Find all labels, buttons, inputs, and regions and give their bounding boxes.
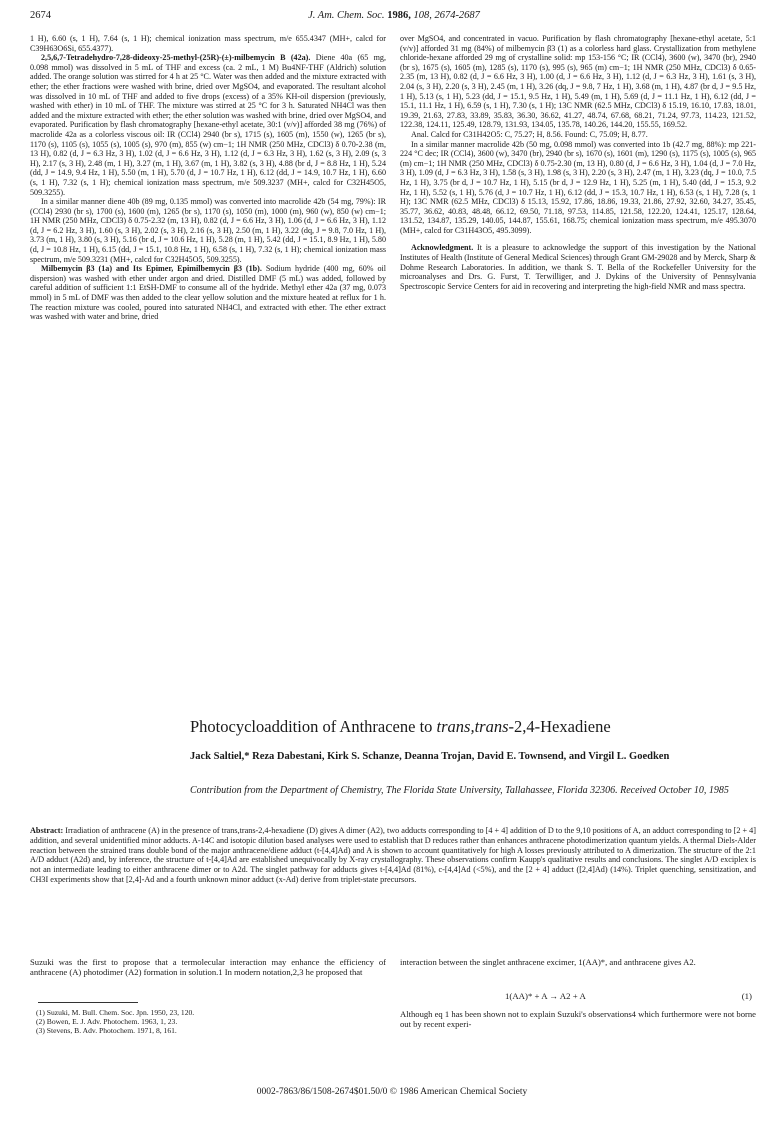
paragraph: Anal. Calcd for C31H42O5: C, 75.27; H, 8.56. Found: C, 75.09; H, 8.77.	[411, 129, 648, 139]
paragraph: 2,5,6,7-Tetradehydro-7,28-dideoxy-25-methyl-(25R)-(±)-milbemycin B (42a). Diene 40a (65 mg, 0.098 mmol) was dissolved in 5 mL of THF and excess (ca. 2 mL, 1 M) Bu4NF-THF (Aldrich) solution added. The orange solution was stirred for 4 h at 25 °C. Water was then added and the mixture extracted with ether; the ether fractions were washed with brine, dried over MgSO4, and evaporated. The resultant alcohol was dissolved in 10 mL of THF and added to five drops (excess) of a 35% KH-oil dispersion (previously, washed with ether) in 10 mL of THF. The mixture was stirred at 25 °C for 3 h. Saturated NH4Cl was then added and the mixture extracted with ether; the ether solution was washed with brine, dried over MgSO4, and evaporated. Purification by flash chromatography [hexane-ethyl acetate, 30:1 (v/v)] afforded 38 mg (76%) of macrolide 42a as a colorless viscous oil: IR (CCl4) 2940 (br s), 1715 (s), 1605 (m), 1550 (w), 1265 (br s), 1170 (s), 1105 (s), 1055 (s), 1005 (s), 970 (m), 855 (w) cm−1; 1H NMR (250 MHz, CDCl3) δ 0.70-2.38 (m, 13 H), 0.82 (d, J = 6.3 Hz, 3 H), 1.02 (d, J = 6.6 Hz, 3 H), 1.12 (d, J = 6.3 Hz, 3 H), 1.62 (s, 3 H), 2.09 (s, 3 H), 2.17 (s, 3 H), 2.48 (m, 1 H), 3.27 (m, 1 H), 3.67 (m, 1 H), 3.82 (s, 3 H), 4.88 (br d, J = 8.8 Hz, 1 H), 5.24 (dd, J = 14.9, 9.4 Hz, 1 H), 5.50 (m, 1 H), 5.70 (d, J = 10.7 Hz, 1 H), 6.12 (dd, J = 14.9, 10.7 Hz, 1 H), 6.60 (s, 1 H), 7.32 (s, 1 H); chemical ionization mass spectrum, m/e 509.3237 (MH+, calcd for C32H45O5, 509.3255).	[30, 53, 386, 197]
paragraph: Milbemycin β3 (1a) and Its Epimer, Epimilbemycin β3 (1b). Sodium hydride (400 mg, 60% oil dispersion) was washed with ether under argon and dried. Distilled DMF (5 mL) was added, followed by careful addition of sufficient 1:1 EtSH-DMF to consume all of the hydride. Methyl ether 42a (37 mg, 0.073 mmol) in 5 mL of DMF was then added to the clear yellow solution and the mixture heated at reflux for 1 h. The reaction mixture was cooled, poured into saturated NH4Cl, and extracted with ether. The ether extract was washed with water and brine, dried	[30, 264, 386, 322]
paragraph: over MgSO4, and concentrated in vacuo. Purification by flash chromatography [hexane-ethyl acetate, 5:1 (v/v)] afforded 31 mg (84%) of milbemycin β3 (1) as a colorless hard glass. Crystallization from methylene chloride-hexane afforded 29 mg of crystalline solid: mp 153-156 °C; IR (CCl4), 3600 (w), 3470 (br), 2940 (br s), 1675 (s), 1605 (m), 1285 (s), 1170 (s), 995 (s), 965 (m) cm−1; 1H NMR (250 MHz, CDCl3) δ 0.65-2.35 (m, 13 H), 0.82 (d, J = 6.6 Hz, 3 H), 1.00 (d, J = 6.6 Hz, 3 H), 1.12 (d, J = 6.3 Hz, 3 H), 1.61 (s, 3 H), 2.04 (s, 3 H), 2.20 (s, 3 H), 2.45 (m, 1 H), 3.26 (dq, J = 9.8, 7 Hz, 1 H), 3.68 (m, 1 H), 4.87 (br d, J = 9.5 Hz, 1 H), 5.13 (s, 1 H), 5.23 (dd, J = 15.1, 9.5 Hz, 1 H), 5.49 (m, 1 H), 5.69 (d, J = 11.1 Hz, 1 H), 6.12 (dd, J = 15.1, 11.1 Hz, 1 H), 6.59 (s, 1 H), 7.30 (s, 1 H); 13C NMR (62.5 MHz, CDCl3) δ 15.19, 16.10, 17.83, 18.01, 19.39, 21.63, 27.83, 33.89, 35.83, 36.30, 36.62, 41.27, 48.74, 67.68, 68.21, 71.24, 97.73, 114.23, 121.52, 122.38, 124.11, 125.49, 128.79, 131.93, 134.05, 135.78, 140.26, 144.20, 155.55, 169.52.	[400, 34, 756, 130]
page-number: 2674	[30, 10, 51, 21]
body-text-right-bottom: Although eq 1 has been shown not to explain Suzuki's observations4 which furthermore were not borne out by recent experi-	[400, 1009, 756, 1030]
footnote: (2) Bowen, E. J. Adv. Photochem. 1963, 1, 23.	[36, 1017, 178, 1026]
paragraph: 1 H), 6.60 (s, 1 H), 7.64 (s, 1 H); chemical ionization mass spectrum, m/e 655.4347 (MH+, calcd for C39H63O6Si, 655.4377).	[30, 34, 386, 53]
paragraph: In a similar manner macrolide 42b (50 mg, 0.098 mmol) was converted into 1b (42.7 mg, 88%): mp 221-224 °C dec; IR (CCl4), 3600 (w), 3470 (br), 2940 (br s), 1670 (s), 1601 (m), 1290 (s), 1175 (s), 1005 (s), 965 (m) cm−1; 1H NMR (250 MHz, CDCl3) δ 0.75-2.30 (m, 13 H), 0.80 (d, J = 6.6 Hz, 3 H), 1.04 (d, J = 7.0 Hz, 3 H), 1.09 (d, J = 6.3 Hz, 3 H), 1.58 (s, 3 H), 1.98 (s, 3 H), 2.20 (s, 3 H), 2.47 (m, 1 H), 3.23 (dq, J = 10.0, 7.5 Hz, 1 H), 3.75 (br d, J = 10.7 Hz, 1 H), 5.15 (br d, J = 12.9 Hz, 1 H), 5.25 (m, 1 H), 5.40 (dd, J = 15.3, 9.2 Hz, 1 H), 5.52 (s, 1 H), 5.76 (d, J = 10.7 Hz, 1 H), 6.12 (dd, J = 15.3, 10.7 Hz, 1 H), 6.53 (s, 1 H), 7.28 (s, 1 H); 13C NMR (62.5 MHz, CDCl3) δ 15.13, 15.92, 17.86, 18.86, 19.33, 21.86, 27.92, 32.60, 34.27, 35.45, 35.77, 36.62, 40.83, 48.48, 66.12, 69.50, 71.18, 97.53, 114.85, 121.58, 122.20, 124.41, 125.17, 128.64, 131.52, 134.87, 135.29, 140.05, 144.87, 155.61, 168.75; chemical ionization mass spectrum, m/e 495.3070 (MH+, calcd for C31H43O5, 495.3099).	[400, 139, 756, 235]
abstract-label: Abstract:	[30, 826, 64, 835]
footnote: (3) Stevens, B. Adv. Photochem. 1971, 8, 161.	[36, 1026, 177, 1035]
affiliation: Contribution from the Department of Chemistry, The Florida State University, Tallahassee, Florida 32306. Received October 10, 1985	[190, 785, 729, 796]
footnote: (1) Suzuki, M. Bull. Chem. Soc. Jpn. 1950, 23, 120.	[36, 1008, 195, 1017]
footnotes	[36, 1008, 386, 1035]
section-heading: Acknowledgment.	[411, 243, 474, 253]
abstract: Abstract: Irradiation of anthracene (A) in the presence of trans,trans-2,4-hexadiene (D) gives A dimer (A2), two adducts corresponding to [4 + 4] addition of D to the 9,10 positions of A, an adduct corresponding to [2 + 4] addition, and several unidentified minor adducts. A-14C and isotopic dilution based analyses were used to establish that D reduces rather than enhances anthracene photodimerization quantum yields. A thermal Diels-Alder reaction between the strained trans double bond of the major anthracene/diene adduct (t-[4,4]Ad) and A is shown to account quantitatively for high A losses previously attributed to A dimerization. The structure of the 2:1 A/D adduct (A2d) and, by inference, the structure of t-[4,4]Ad are established unequivocally by X-ray crystallography. These observations confirm Kaupp's qualitative results and conclusions. The singlet A/D exciplex is not an intermediate leading to either anthracene dimer or to A2d. The singlet pathway for adducts gives t-[4,4]Ad (81%), c-[4,4]Ad (<5%), and the [2 + 4] adduct ([2,4]Ad) (14%). Triplet quenching, sensitization, and CH3I experiments show that [2,4]-Ad and a fourth unknown minor adduct (x-Ad) derive from triplet-state precursors.	[30, 826, 756, 884]
paragraph: In a similar manner diene 40b (89 mg, 0.135 mmol) was converted into macrolide 42b (54 mg, 79%): IR (CCl4) 2930 (br s), 1700 (s), 1600 (m), 1265 (br s), 1170 (s), 1050 (m), 1000 (m), 960 (w), 850 (w) cm−1; 1H NMR (250 MHz, CDCl3) δ 0.75-2.32 (m, 13 H), 0.82 (d, J = 6.6 Hz, 3 H), 1.06 (d, J = 6.6 Hz, 3 H), 1.12 (d, J = 6.2 Hz, 3 H), 1.60 (s, 3 H), 2.02 (s, 3 H), 2.16 (s, 3 H), 2.50 (m, 1 H), 3.22 (dq, J = 9.8, 7.0 Hz, 1 H), 3.73 (m, 1 H), 3.80 (s, 3 H), 5.16 (br d, J = 10.6 Hz, 1 H), 5.28 (m, 1 H), 5.42 (dd, J = 15.1, 8.9 Hz, 1 H), 5.80 (d, J = 10.8 Hz, 1 H), 6.15 (dd, J = 15.1, 10.8 Hz, 1 H), 6.58 (s, 1 H), 7.32 (s, 1 H); chemical ionization mass spectrum, m/e 509.3231 (MH+, calcd for C32H45O5, 509.3255).	[30, 197, 386, 264]
author-list: Jack Saltiel,* Reza Dabestani, Kirk S. Schanze, Deanna Trojan, David E. Townsend, and Virgil L. Goedken	[190, 751, 670, 762]
footnote-divider	[38, 1002, 138, 1003]
body-text-left: Suzuki was the first to propose that a termolecular interaction may enhance the efficiency of anthracene (A) photodimer (A2) formation in solution.1 In modern notation,2,3 he proposed that	[30, 957, 386, 978]
section-heading: 2,5,6,7-Tetradehydro-7,28-dideoxy-25-methyl-(25R)-(±)-milbemycin B (42a).	[41, 53, 311, 63]
page-footer: 0002-7863/86/1508-2674$01.50/0 © 1986 American Chemical Society	[256, 1087, 528, 1097]
body-text-right-top: interaction between the singlet anthracene excimer, 1(AA)*, and anthracene gives A2.	[400, 957, 696, 967]
left-column	[30, 34, 386, 322]
journal-citation: J. Am. Chem. Soc. 1986, 108, 2674-2687	[308, 10, 480, 21]
acknowledgment: Acknowledgment. It is a pleasure to acknowledge the support of this investigation by the National Institutes of Health (Institute of General Medical Sciences) through Grant GM-29028 and by Merck, Sharp & Dohme Research Laboratories. In addition, we thank S. T. Bella of the Rockefeller University for the microanalyses and Drs. G. Furst, T. Terwilliger, and J. Dykins of the University of Pennsylvania Spectroscopic Service Centers for aid in recovering and interpreting the high-field NMR and mass spectra.	[400, 243, 756, 291]
section-heading: Milbemycin β3 (1a) and Its Epimer, Epimilbemycin β3 (1b).	[41, 264, 262, 274]
running-header	[30, 10, 758, 28]
article-title: Photocycloaddition of Anthracene to trans,trans-2,4-Hexadiene	[190, 717, 611, 736]
equation-text: 1(AA)* + A → A2 + A	[505, 991, 586, 1001]
equation-number: (1)	[741, 991, 752, 1001]
equation	[400, 991, 756, 1003]
right-column	[400, 34, 756, 291]
